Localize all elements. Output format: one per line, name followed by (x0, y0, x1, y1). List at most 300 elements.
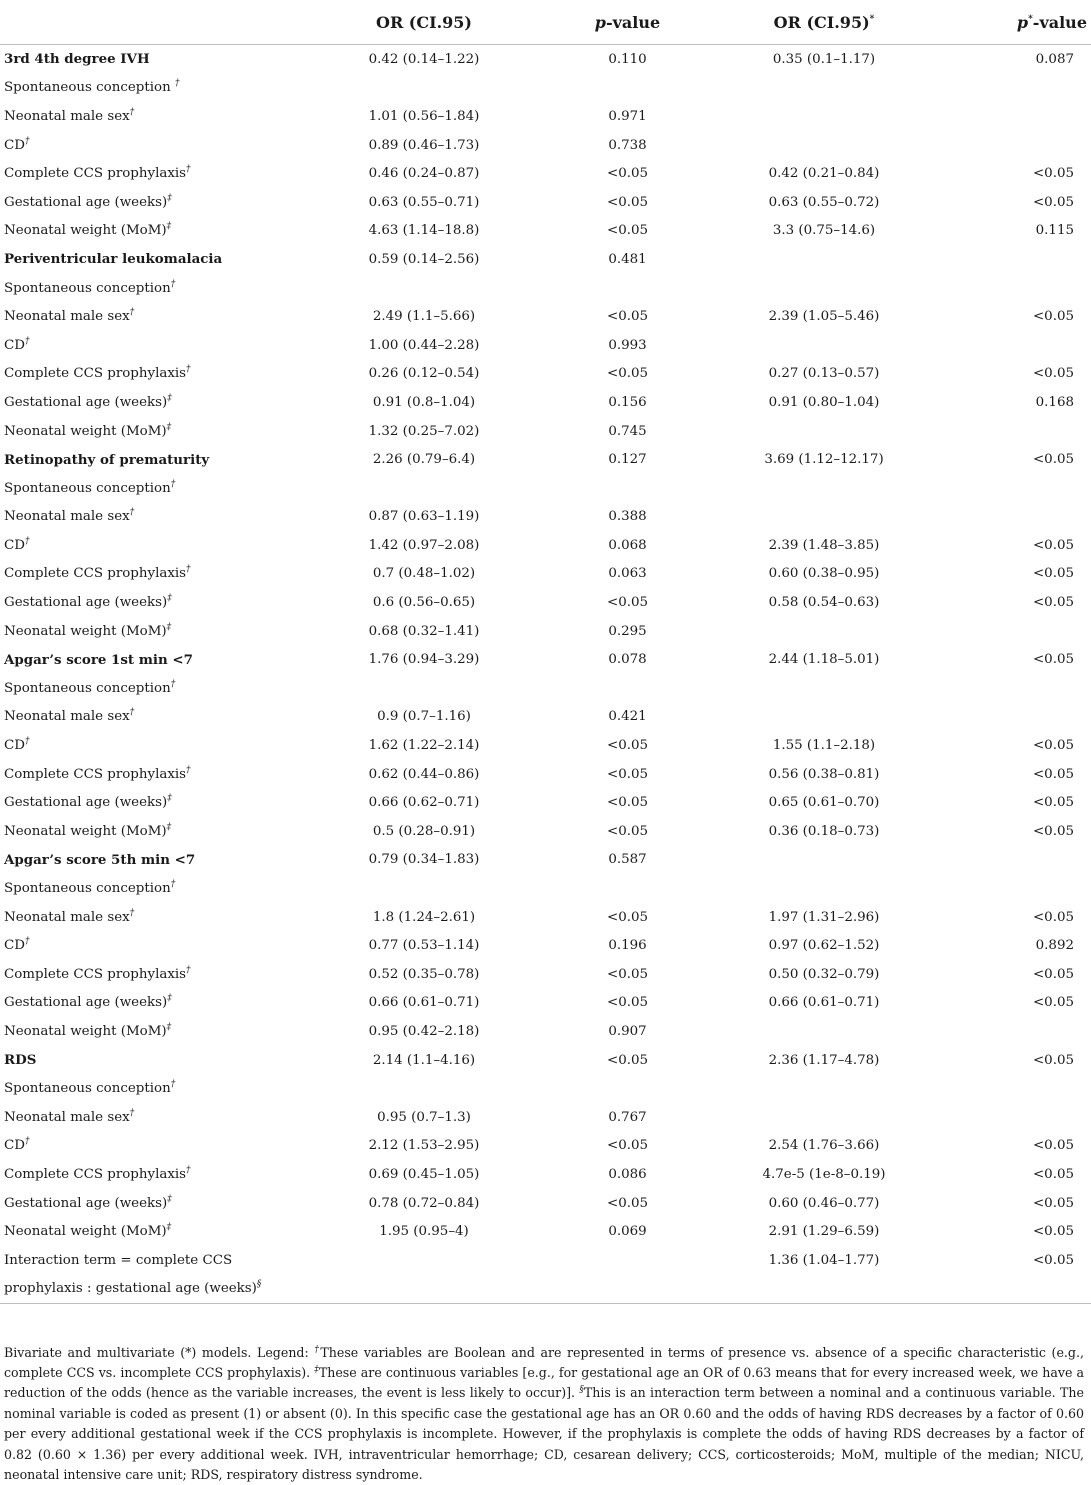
table-row (0, 1074, 1091, 1103)
footnote-marker: † (186, 364, 191, 375)
table-row (0, 531, 1091, 560)
footnote-marker: † (24, 1136, 30, 1147)
footnote-marker: ‡ (166, 1022, 172, 1033)
cell-p-value: 0.993 (608, 337, 647, 353)
cell-p-value-multivariate: <0.05 (1032, 1252, 1074, 1268)
cell-p-value: 0.481 (608, 251, 647, 267)
table-row (0, 331, 1091, 360)
cell-or: 0.63 (0.55–0.71) (368, 194, 480, 210)
cell-p-value: <0.05 (606, 995, 649, 1011)
table-row (0, 417, 1091, 446)
cell-or-multivariate: 0.63 (0.55–0.72) (768, 194, 880, 210)
row-variable (0, 1217, 308, 1246)
cell-p-value: 0.156 (608, 394, 647, 410)
footnote-marker: † (170, 679, 176, 690)
cell-p-value: <0.05 (606, 1052, 649, 1068)
row-variable (0, 1103, 308, 1132)
row-variable-label: Apgar’s score 1st min <7 (4, 651, 193, 668)
row-variable-label: Neonatal weight (MoM) (4, 223, 167, 239)
header-p-rest: -value (605, 12, 661, 32)
cell-p-value-multivariate: <0.05 (1032, 738, 1074, 754)
row-variable (0, 131, 308, 160)
cell-or-multivariate: 0.56 (0.38–0.81) (768, 766, 880, 782)
table-row (0, 1132, 1091, 1161)
cell-p-value: <0.05 (606, 738, 649, 754)
cell-or: 0.66 (0.62–0.71) (368, 795, 480, 811)
cell-or (308, 74, 540, 103)
row-variable (0, 74, 308, 103)
table-row (0, 1017, 1091, 1046)
row-variable (0, 703, 308, 732)
row-variable (0, 360, 308, 389)
table-row (0, 388, 1091, 417)
cell-or: 1.32 (0.25–7.02) (368, 423, 480, 439)
cell-p-value: 0.388 (608, 509, 647, 525)
footnote-marker: † (186, 1165, 191, 1176)
footnote-marker: † (129, 307, 135, 318)
cell-p-value-multivariate (933, 1074, 1091, 1103)
cell-p-value-multivariate (933, 74, 1091, 103)
row-variable (0, 245, 308, 274)
cell-or: 2.26 (0.79–6.4) (372, 452, 476, 468)
row-variable-label: Spontaneous conception (4, 1081, 171, 1097)
section-row (0, 45, 1091, 74)
row-variable (0, 445, 308, 474)
footnote-marker: † (24, 536, 30, 547)
table-row (0, 217, 1091, 246)
footnote-part2: These variables are Boolean and are represented in terms of presence vs. absence of a specific characteristic (e.g., complete CCS vs. incomplete CCS prophylaxis). (4, 1344, 1084, 1380)
cell-or: 0.77 (0.53–1.14) (368, 938, 480, 954)
cell-p-value: <0.05 (606, 166, 649, 182)
row-variable-label: Apgar’s score 5th min <7 (4, 851, 196, 868)
footnote-marker: ‡ (166, 1222, 172, 1233)
cell-p-value-multivariate: 0.892 (1035, 938, 1074, 954)
cell-or: 1.62 (1.22–2.14) (368, 738, 480, 754)
row-variable (0, 1132, 308, 1161)
header-or-m-sup: * (869, 14, 875, 25)
row-variable (0, 417, 308, 446)
table-row (0, 703, 1091, 732)
cell-or: 0.52 (0.35–0.78) (368, 966, 480, 982)
cell-p-value-multivariate (933, 1275, 1091, 1304)
cell-p-value-multivariate (933, 331, 1091, 360)
row-variable (0, 1275, 308, 1304)
row-variable-label: Complete CCS prophylaxis (4, 366, 187, 382)
row-variable-label: CD (4, 537, 25, 553)
footnote-marker: ‡ (167, 593, 172, 604)
row-variable-label: Neonatal male sex (4, 909, 130, 925)
footnote-marker: ‡ (167, 193, 172, 204)
cell-or: 1.01 (0.56–1.84) (368, 108, 480, 124)
section-row (0, 645, 1091, 674)
cell-or: 0.5 (0.28–0.91) (372, 823, 476, 839)
cell-or-multivariate: 4.7e-5 (1e-8–0.19) (762, 1166, 886, 1182)
table-row (0, 1217, 1091, 1246)
cell-p-value: <0.05 (606, 194, 649, 210)
row-variable-label: CD (4, 938, 25, 954)
footnote-marker: † (129, 107, 135, 118)
row-variable (0, 846, 308, 875)
cell-or-multivariate (715, 703, 933, 732)
cell-or: 2.49 (1.1–5.66) (372, 309, 476, 325)
footnote-marker: † (129, 1108, 135, 1119)
row-variable (0, 45, 308, 74)
cell-or: 0.9 (0.7–1.16) (377, 709, 471, 725)
cell-p-value-multivariate (933, 1017, 1091, 1046)
cell-or-multivariate: 0.60 (0.38–0.95) (768, 566, 880, 582)
row-variable (0, 588, 308, 617)
row-variable-label: Gestational age (weeks) (4, 394, 168, 410)
row-variable (0, 617, 308, 646)
cell-p-value: 0.907 (608, 1023, 647, 1039)
cell-or-multivariate (715, 1074, 933, 1103)
row-variable-label: Neonatal male sex (4, 108, 130, 124)
cell-p-value: 0.196 (608, 938, 647, 954)
table-row (0, 760, 1091, 789)
header-variable (0, 0, 308, 45)
row-variable-label: CD (4, 137, 25, 153)
row-variable-label: Gestational age (weeks) (4, 995, 168, 1011)
row-variable-label: Neonatal weight (MoM) (4, 1224, 167, 1240)
table-row (0, 960, 1091, 989)
table-row (0, 931, 1091, 960)
row-variable (0, 274, 308, 303)
cell-or-multivariate: 3.69 (1.12–12.17) (764, 452, 884, 468)
row-variable-label: Neonatal weight (MoM) (4, 1023, 167, 1039)
cell-p-value-multivariate (933, 674, 1091, 703)
cell-p-value: <0.05 (606, 795, 649, 811)
row-variable-label: Neonatal weight (MoM) (4, 423, 167, 439)
cell-or-multivariate: 0.50 (0.32–0.79) (768, 966, 880, 982)
row-variable-label: Complete CCS prophylaxis (4, 966, 187, 982)
table-header (0, 0, 1091, 45)
cell-p-value-multivariate: <0.05 (1032, 595, 1074, 611)
cell-p-value: <0.05 (606, 595, 649, 611)
cell-or-multivariate (715, 74, 933, 103)
footnote-part1: Bivariate and multivariate (*) models. Legend: (4, 1344, 315, 1360)
footnote-sup2: ‡ (314, 1364, 319, 1375)
cell-p-value: 0.738 (608, 137, 647, 153)
footnote-marker: † (170, 1079, 176, 1090)
cell-or (308, 474, 540, 503)
row-variable-label: Complete CCS prophylaxis (4, 766, 187, 782)
cell-or: 1.8 (1.24–2.61) (372, 909, 476, 925)
footnote-marker: † (170, 879, 176, 890)
cell-p-value (540, 74, 715, 103)
footnote-part4: This is an interaction term between a nominal and a continuous variable. The nominal variable is coded as present (1) or absent (0). In this specific case the gestational age has an OR 0.60 and the odds of having RDS decreases by a factor of 0.60 per every additional gestational week if the CCS prophylaxis is incomplete. However, if the prophylaxis is complete the odds of having RDS decreases by a factor of 0.82 (0.60 × 1.36) per every additional week. IVH, intraventricular hemorrhage; CD, cesarean delivery; CCS, corticosteroids; MoM, multiple of the median; NICU, neonatal intensive care unit; RDS, respiratory distress syndrome. (4, 1385, 1084, 1483)
cell-or-multivariate: 1.55 (1.1–2.18) (772, 738, 876, 754)
row-variable (0, 1046, 308, 1075)
cell-or: 0.68 (0.32–1.41) (368, 623, 480, 639)
footnote-marker: † (129, 908, 135, 919)
row-variable (0, 302, 308, 331)
cell-p-value-multivariate: 0.087 (1035, 51, 1074, 67)
table-row (0, 360, 1091, 389)
cell-p-value (540, 474, 715, 503)
cell-p-value (540, 874, 715, 903)
cell-or: 0.42 (0.14–1.22) (368, 51, 480, 67)
cell-p-value-multivariate: <0.05 (1032, 452, 1074, 468)
footnote-marker: † (174, 78, 180, 89)
cell-or: 0.89 (0.46–1.73) (368, 137, 480, 153)
cell-or-multivariate (715, 617, 933, 646)
section-row (0, 846, 1091, 875)
section-row (0, 1046, 1091, 1075)
row-variable (0, 760, 308, 789)
cell-or-multivariate: 2.44 (1.18–5.01) (768, 652, 880, 668)
cell-p-value: <0.05 (606, 766, 649, 782)
row-variable (0, 1246, 308, 1275)
cell-or-multivariate (715, 674, 933, 703)
cell-p-value: <0.05 (606, 823, 649, 839)
row-variable-label: Spontaneous conception (4, 881, 171, 897)
row-variable-label: Neonatal male sex (4, 709, 130, 725)
footnote-marker: ‡ (166, 221, 172, 232)
row-variable (0, 1074, 308, 1103)
footnote-marker: § (256, 1279, 262, 1290)
row-variable (0, 102, 308, 131)
footnote-marker: ‡ (166, 822, 172, 833)
cell-p-value (540, 274, 715, 303)
header-or-label: OR (CI.95) (376, 12, 472, 32)
cell-p-value-multivariate (933, 274, 1091, 303)
cell-p-value: 0.971 (608, 108, 647, 124)
table-row (0, 989, 1091, 1018)
row-variable (0, 331, 308, 360)
footnote-marker: † (170, 479, 176, 490)
row-variable (0, 1017, 308, 1046)
footnote-marker: † (186, 164, 191, 175)
cell-p-value: 0.063 (608, 566, 647, 582)
footnote-marker: ‡ (167, 1194, 172, 1205)
row-variable-label: Gestational age (weeks) (4, 194, 168, 210)
row-variable-label: Gestational age (weeks) (4, 595, 168, 611)
cell-p-value: 0.069 (608, 1224, 647, 1240)
cell-p-value-multivariate (933, 1103, 1091, 1132)
cell-p-value-multivariate (933, 617, 1091, 646)
row-variable-label: Neonatal male sex (4, 1109, 130, 1125)
row-variable (0, 388, 308, 417)
footnote-marker: † (24, 136, 30, 147)
cell-p-value-multivariate (933, 131, 1091, 160)
footnote-marker: ‡ (167, 393, 172, 404)
cell-p-value-multivariate: <0.05 (1032, 166, 1074, 182)
cell-p-value-multivariate: <0.05 (1032, 537, 1074, 553)
row-variable-label: Spontaneous conception (4, 280, 171, 296)
table-row (0, 1246, 1091, 1275)
cell-p-value-multivariate (933, 417, 1091, 446)
footnote-marker: † (24, 936, 30, 947)
footnote-marker: ‡ (166, 622, 172, 633)
cell-p-value: 0.587 (608, 852, 647, 868)
cell-p-value: 0.078 (608, 652, 647, 668)
cell-or-multivariate (715, 417, 933, 446)
header-p-m-rest: -value (1032, 12, 1087, 32)
cell-p-value-multivariate: <0.05 (1032, 1195, 1074, 1211)
cell-or-multivariate (715, 846, 933, 875)
table-row (0, 874, 1091, 903)
row-variable (0, 960, 308, 989)
cell-p-value (540, 1246, 715, 1275)
cell-p-value: <0.05 (606, 1195, 649, 1211)
row-variable-label: Spontaneous conception (4, 680, 171, 696)
cell-or: 1.95 (0.95–4) (379, 1224, 469, 1240)
cell-or (308, 1275, 540, 1304)
cell-p-value: 0.127 (608, 452, 647, 468)
row-variable (0, 817, 308, 846)
cell-or: 0.46 (0.24–0.87) (368, 166, 480, 182)
table-row (0, 617, 1091, 646)
cell-p-value-multivariate: <0.05 (1032, 909, 1074, 925)
row-variable (0, 159, 308, 188)
row-variable (0, 1189, 308, 1218)
row-variable (0, 503, 308, 532)
footnote-marker: † (186, 565, 191, 576)
cell-p-value (540, 1275, 715, 1304)
header-p-value-multivariate (933, 0, 1091, 45)
cell-or-multivariate (715, 245, 933, 274)
cell-p-value-multivariate: <0.05 (1032, 1224, 1074, 1240)
cell-or: 2.12 (1.53–2.95) (368, 1138, 480, 1154)
table-row (0, 731, 1091, 760)
row-variable-label: Neonatal male sex (4, 309, 130, 325)
cell-or: 0.95 (0.42–2.18) (368, 1023, 480, 1039)
cell-or (308, 1246, 540, 1275)
row-variable-label: Periventricular leukomalacia (4, 251, 223, 268)
cell-or: 0.95 (0.7–1.3) (377, 1109, 471, 1125)
cell-or: 0.91 (0.8–1.04) (372, 394, 476, 410)
cell-or-multivariate: 3.3 (0.75–14.6) (772, 223, 876, 239)
header-p-m-sup: * (1028, 14, 1033, 25)
row-variable-label: prophylaxis : gestational age (weeks) (4, 1281, 257, 1297)
row-variable-label: Complete CCS prophylaxis (4, 166, 187, 182)
table-row (0, 131, 1091, 160)
row-variable (0, 931, 308, 960)
cell-p-value-multivariate: <0.05 (1032, 795, 1074, 811)
cell-p-value: 0.086 (608, 1166, 647, 1182)
header-p-italic: p (594, 12, 606, 32)
row-variable (0, 531, 308, 560)
cell-or: 0.66 (0.61–0.71) (368, 995, 480, 1011)
table-row (0, 474, 1091, 503)
cell-or-multivariate: 0.60 (0.46–0.77) (768, 1195, 880, 1211)
cell-or-multivariate: 0.27 (0.13–0.57) (768, 366, 880, 382)
footnote-marker: † (170, 279, 176, 290)
table-row (0, 788, 1091, 817)
cell-or-multivariate: 2.91 (1.29–6.59) (768, 1224, 880, 1240)
table-row (0, 503, 1091, 532)
cell-or: 0.7 (0.48–1.02) (372, 566, 476, 582)
cell-or-multivariate (715, 474, 933, 503)
section-row (0, 445, 1091, 474)
section-row (0, 245, 1091, 274)
footnote-sup1: † (314, 1344, 321, 1355)
cell-p-value: <0.05 (606, 1138, 649, 1154)
footnote-marker: † (186, 765, 191, 776)
footnote-marker: † (129, 507, 135, 518)
cell-or (308, 1074, 540, 1103)
table-row (0, 588, 1091, 617)
row-variable-label: Spontaneous conception (4, 480, 171, 496)
cell-p-value-multivariate: 0.115 (1035, 223, 1074, 239)
cell-p-value: <0.05 (606, 223, 649, 239)
cell-p-value-multivariate (933, 245, 1091, 274)
row-variable (0, 989, 308, 1018)
row-variable (0, 903, 308, 932)
cell-or-multivariate: 2.54 (1.76–3.66) (768, 1138, 880, 1154)
cell-or: 4.63 (1.14–18.8) (368, 223, 480, 239)
table-row (0, 274, 1091, 303)
cell-or: 0.26 (0.12–0.54) (368, 366, 480, 382)
row-variable-label: Complete CCS prophylaxis (4, 1166, 187, 1182)
cell-p-value-multivariate: <0.05 (1032, 652, 1074, 668)
cell-or-multivariate (715, 874, 933, 903)
cell-p-value: 0.421 (608, 709, 647, 725)
footnote-sup3: § (579, 1385, 584, 1396)
row-variable (0, 474, 308, 503)
table-footnote (4, 1343, 1084, 1485)
cell-p-value: 0.068 (608, 537, 647, 553)
cell-or: 0.79 (0.34–1.83) (368, 852, 480, 868)
row-variable (0, 788, 308, 817)
row-variable-label: Gestational age (weeks) (4, 1195, 168, 1211)
cell-or-multivariate (715, 331, 933, 360)
row-variable-label: Neonatal weight (MoM) (4, 823, 167, 839)
table-row (0, 1189, 1091, 1218)
table-body (0, 45, 1091, 1304)
header-p-value (540, 0, 715, 45)
cell-or-multivariate: 0.36 (0.18–0.73) (768, 823, 880, 839)
row-variable-label: CD (4, 1138, 25, 1154)
cell-or-multivariate (715, 131, 933, 160)
cell-or-multivariate: 0.65 (0.61–0.70) (768, 795, 880, 811)
cell-p-value-multivariate: <0.05 (1032, 1166, 1074, 1182)
cell-or: 0.87 (0.63–1.19) (368, 509, 480, 525)
row-variable-label: Gestational age (weeks) (4, 795, 168, 811)
row-variable-label: 3rd 4th degree IVH (4, 51, 150, 68)
cell-or-multivariate: 0.66 (0.61–0.71) (768, 995, 880, 1011)
cell-or-multivariate: 0.42 (0.21–0.84) (768, 166, 880, 182)
row-variable-label: Retinopathy of prematurity (4, 451, 210, 468)
header-or (308, 0, 540, 45)
row-variable (0, 674, 308, 703)
cell-p-value: 0.110 (608, 51, 647, 67)
cell-or: 0.6 (0.56–0.65) (372, 595, 476, 611)
row-variable-label: Neonatal weight (MoM) (4, 623, 167, 639)
cell-p-value-multivariate (933, 503, 1091, 532)
cell-or-multivariate: 0.58 (0.54–0.63) (768, 595, 880, 611)
row-variable (0, 560, 308, 589)
cell-p-value-multivariate (933, 846, 1091, 875)
cell-p-value-multivariate: <0.05 (1032, 995, 1074, 1011)
table-row (0, 159, 1091, 188)
cell-p-value (540, 674, 715, 703)
cell-or: 0.62 (0.44–0.86) (368, 766, 480, 782)
row-variable (0, 874, 308, 903)
table-row (0, 560, 1091, 589)
table-row (0, 1160, 1091, 1189)
cell-or-multivariate: 0.35 (0.1–1.17) (772, 51, 876, 67)
footnote-marker: ‡ (167, 993, 172, 1004)
header-p-m-italic: p (1016, 12, 1029, 32)
cell-p-value-multivariate (933, 874, 1091, 903)
footnote-marker: † (186, 965, 191, 976)
cell-p-value: <0.05 (606, 309, 649, 325)
cell-or-multivariate (715, 503, 933, 532)
cell-or: 0.69 (0.45–1.05) (368, 1166, 480, 1182)
row-variable-label: Complete CCS prophylaxis (4, 566, 187, 582)
cell-or-multivariate (715, 1275, 933, 1304)
